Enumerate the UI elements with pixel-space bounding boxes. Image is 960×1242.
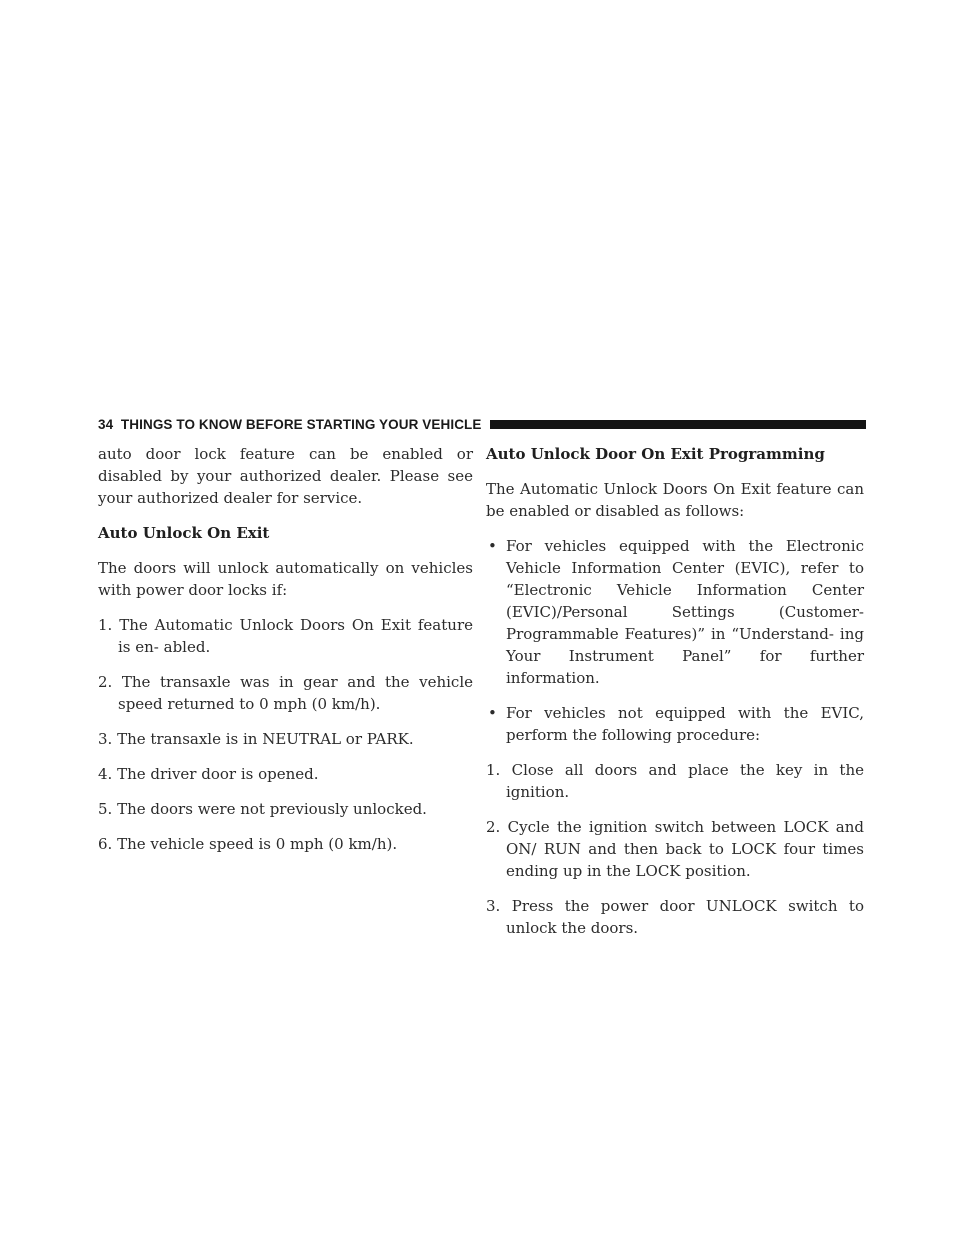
list-item: 1. The Automatic Unlock Doors On Exit feature is en- abled. bbox=[98, 616, 473, 656]
bullet-icon: • bbox=[488, 537, 497, 555]
page-header-text bbox=[98, 417, 482, 432]
body-paragraph: The doors will unlock automatically on vehicles with power door locks if: bbox=[98, 559, 473, 599]
list-item: 2. The transaxle was in gear and the vehicle speed returned to 0 mph (0 km/h). bbox=[98, 673, 473, 713]
list-item: 5. The doors were not previously unlocked. bbox=[98, 800, 427, 818]
section-heading: Auto Unlock Door On Exit Programming bbox=[486, 445, 825, 463]
page-header bbox=[98, 413, 866, 435]
intro-paragraph: auto door lock feature can be enabled or disabled by your authorized dealer. Please see your authorized dealer for service. bbox=[98, 445, 473, 507]
list-item: 6. The vehicle speed is 0 mph (0 km/h). bbox=[98, 835, 398, 853]
bullet-text: For vehicles not equipped with the EVIC, perform the following procedure: bbox=[506, 704, 864, 744]
list-item: 3. The transaxle is in NEUTRAL or PARK. bbox=[98, 730, 414, 748]
list-item: 2. Cycle the ignition switch between LOCK and ON/ RUN and then back to LOCK four times ending up in the LOCK position. bbox=[486, 818, 864, 880]
body-paragraph: The Automatic Unlock Doors On Exit feature can be enabled or disabled as follows: bbox=[486, 480, 864, 520]
left-column bbox=[98, 443, 473, 868]
section-heading: Auto Unlock On Exit bbox=[98, 524, 270, 542]
right-column bbox=[486, 443, 864, 952]
bullet-item bbox=[486, 702, 864, 746]
list-item: 1. Close all doors and place the key in the ignition. bbox=[486, 761, 864, 801]
bullet-item bbox=[486, 535, 864, 689]
section-title: THINGS TO KNOW BEFORE STARTING YOUR VEHICLE bbox=[120, 416, 482, 432]
list-item: 4. The driver door is opened. bbox=[98, 765, 319, 783]
bullet-icon: • bbox=[488, 704, 497, 722]
bullet-text: For vehicles equipped with the Electronic Vehicle Information Center (EVIC), refer to “Electronic Vehicle Information Center (EVIC)/Personal Settings (Customer-Programmable Features)” in “Understand- ing Your Instrument Panel” for further information. bbox=[506, 537, 864, 687]
header-rule bbox=[490, 420, 867, 429]
list-item: 3. Press the power door UNLOCK switch to unlock the doors. bbox=[486, 897, 864, 937]
page-number: 34 bbox=[98, 416, 114, 432]
